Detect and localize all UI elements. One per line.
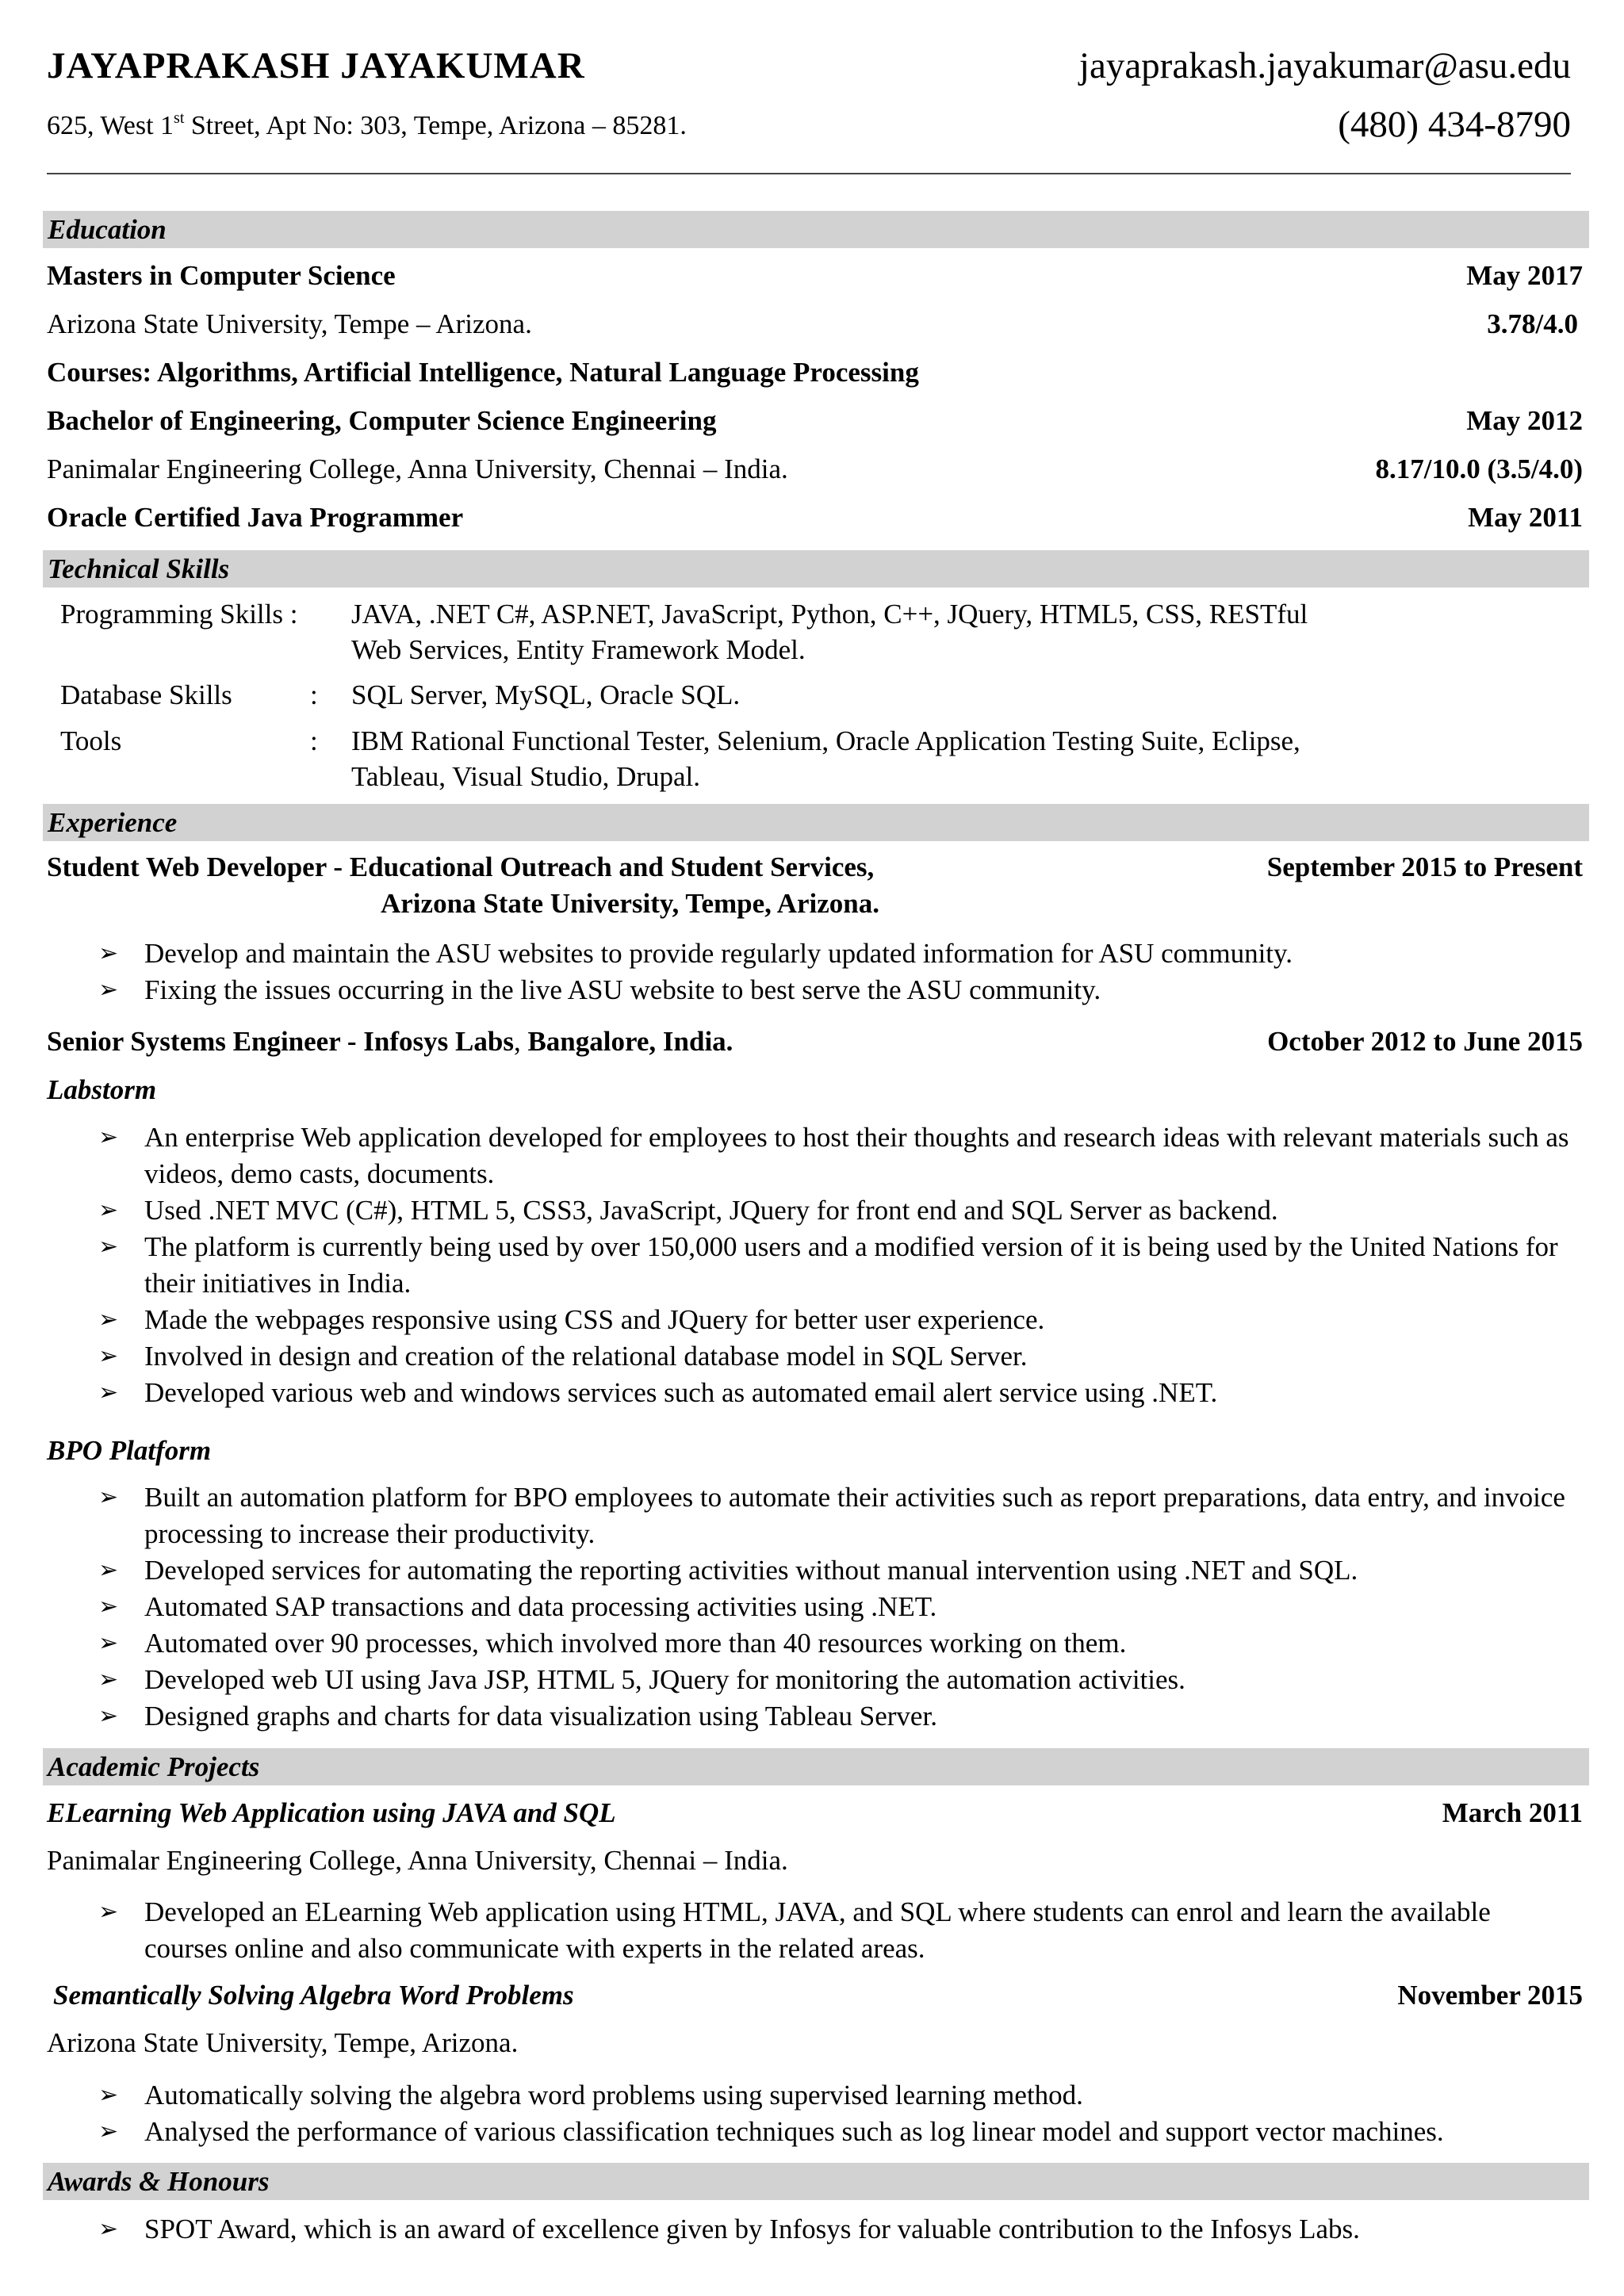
arrow-bullet-icon: ➢ bbox=[98, 1557, 119, 1583]
job1-employer-row bbox=[47, 888, 1583, 924]
list-item: ➢ Used .NET MVC (C#), HTML 5, CSS3, JavaScript, JQuery for front end and SQL Server as backend. bbox=[0, 1192, 1572, 1229]
section-title: Academic Projects bbox=[48, 1751, 260, 1782]
courses: Courses: Algorithms, Artificial Intelligence, Natural Language Processing bbox=[47, 357, 919, 388]
job2-title: Senior Systems Engineer - Infosys Labs, Bangalore, India. bbox=[47, 1026, 733, 1057]
education-row-cert bbox=[47, 502, 1583, 538]
awards-bullets bbox=[0, 2211, 1624, 2248]
education-row-be bbox=[47, 405, 1583, 442]
project2-title: Semantically Solving Algebra Word Problems bbox=[53, 1980, 574, 2011]
education-row-be-school bbox=[47, 453, 1583, 490]
list-item: ➢ Fixing the issues occurring in the live ASU website to best serve the ASU community. bbox=[0, 972, 1572, 1008]
arrow-bullet-icon: ➢ bbox=[98, 977, 119, 1003]
arrow-bullet-icon: ➢ bbox=[98, 1234, 119, 1260]
education-row-ms bbox=[47, 260, 1583, 297]
project2-school-row bbox=[47, 2027, 1583, 2064]
address-part-1: 625, West 1 bbox=[47, 111, 174, 140]
list-item: ➢ The platform is currently being used by over 150,000 users and a modified version of it is being used by the United Nations for their initiatives in India. bbox=[0, 1229, 1572, 1302]
email-address: jayaprakash.jayakumar@asu.edu bbox=[1078, 45, 1571, 86]
candidate-name: JAYAPRAKASH JAYAKUMAR bbox=[47, 45, 585, 86]
job1-title: Student Web Developer - Educational Outreach and Student Services, bbox=[47, 851, 875, 882]
job2-header bbox=[47, 1026, 1583, 1062]
section-header-experience bbox=[43, 804, 1589, 841]
be-school: Panimalar Engineering College, Anna University, Chennai – India. bbox=[47, 453, 788, 484]
education-row-courses bbox=[47, 357, 1583, 393]
arrow-bullet-icon: ➢ bbox=[98, 1594, 119, 1620]
arrow-bullet-icon: ➢ bbox=[98, 1380, 119, 1406]
arrow-bullet-icon: ➢ bbox=[98, 1667, 119, 1693]
job1-date: September 2015 to Present bbox=[1266, 851, 1583, 882]
section-title: Education bbox=[48, 214, 167, 245]
phone-number: (480) 434-8790 bbox=[1338, 104, 1571, 145]
section-header-projects bbox=[43, 1748, 1589, 1785]
list-item: ➢ Involved in design and creation of the relational database model in SQL Server. bbox=[0, 1338, 1572, 1375]
project2-bullets bbox=[0, 2077, 1624, 2150]
arrow-bullet-icon: ➢ bbox=[98, 1343, 119, 1369]
list-item: ➢ Built an automation platform for BPO employees to automate their activities such as report preparations, data entry, and invoice processing to increase their productivity. bbox=[0, 1479, 1572, 1552]
list-item: ➢ Automatically solving the algebra word problems using supervised learning method. bbox=[0, 2077, 1572, 2114]
cert-date: May 2011 bbox=[1468, 502, 1583, 533]
project1-school: Panimalar Engineering College, Anna University, Chennai – India. bbox=[47, 1845, 788, 1876]
be-gpa: 8.17/10.0 (3.5/4.0) bbox=[1375, 453, 1583, 484]
section-header-awards bbox=[43, 2163, 1589, 2200]
project1-date: March 2011 bbox=[1442, 1797, 1583, 1828]
certification: Oracle Certified Java Programmer bbox=[47, 502, 464, 533]
list-item: ➢ Developed services for automating the reporting activities without manual intervention using .NET and SQL. bbox=[0, 1552, 1572, 1589]
be-date: May 2012 bbox=[1466, 405, 1583, 436]
arrow-bullet-icon: ➢ bbox=[98, 1630, 119, 1656]
section-title: Technical Skills bbox=[48, 553, 230, 584]
skill-colon: : bbox=[310, 725, 318, 756]
project1-school-row bbox=[47, 1845, 1583, 1881]
arrow-bullet-icon: ➢ bbox=[98, 1124, 119, 1150]
header-divider bbox=[47, 173, 1571, 174]
be-degree: Bachelor of Engineering, Computer Science Engineering bbox=[47, 405, 717, 436]
address-part-2: Street, Apt No: 303, Tempe, Arizona – 85281. bbox=[184, 111, 687, 140]
project-labstorm-title: Labstorm bbox=[47, 1074, 157, 1105]
arrow-bullet-icon: ➢ bbox=[98, 1484, 119, 1510]
list-item: ➢ Analysed the performance of various classification techniques such as log linear model and support vector machines. bbox=[0, 2114, 1572, 2150]
project2-school: Arizona State University, Tempe, Arizona. bbox=[47, 2027, 519, 2058]
skill-colon: : bbox=[310, 679, 318, 710]
list-item: ➢ Made the webpages responsive using CSS and JQuery for better user experience. bbox=[0, 1302, 1572, 1338]
arrow-bullet-icon: ➢ bbox=[98, 1899, 119, 1925]
list-item: ➢ Automated SAP transactions and data processing activities using .NET. bbox=[0, 1589, 1572, 1625]
bpo-bullets bbox=[0, 1479, 1624, 1735]
project2-header bbox=[47, 1980, 1583, 2016]
skill-value-tools-2: Tableau, Visual Studio, Drupal. bbox=[351, 761, 701, 792]
ms-date: May 2017 bbox=[1466, 260, 1583, 291]
list-item: ➢ Developed various web and windows services such as automated email alert service using .NET. bbox=[0, 1375, 1572, 1411]
job1-employer: Arizona State University, Tempe, Arizona. bbox=[381, 888, 879, 919]
list-item: ➢ Developed web UI using Java JSP, HTML 5, JQuery for monitoring the automation activities. bbox=[0, 1662, 1572, 1698]
skill-value-programming-2: Web Services, Entity Framework Model. bbox=[351, 634, 806, 665]
arrow-bullet-icon: ➢ bbox=[98, 2216, 119, 2242]
section-title: Awards & Honours bbox=[48, 2166, 270, 2197]
section-title: Experience bbox=[48, 807, 178, 838]
arrow-bullet-icon: ➢ bbox=[98, 1307, 119, 1333]
skill-label-tools: Tools bbox=[60, 725, 122, 756]
job1-bullets bbox=[0, 936, 1624, 1008]
postal-address bbox=[47, 111, 687, 141]
labstorm-bullets bbox=[0, 1119, 1624, 1411]
project1-title: ELearning Web Application using JAVA and SQL bbox=[47, 1797, 616, 1828]
arrow-bullet-icon: ➢ bbox=[98, 940, 119, 966]
ms-gpa: 3.78/4.0 bbox=[1487, 308, 1578, 339]
job2-date: October 2012 to June 2015 bbox=[1267, 1026, 1583, 1057]
skill-label-programming: Programming Skills : bbox=[60, 599, 298, 629]
project1-bullets bbox=[0, 1894, 1624, 1967]
arrow-bullet-icon: ➢ bbox=[98, 2118, 119, 2145]
address-superscript: st bbox=[174, 109, 185, 127]
labstorm-heading-row bbox=[47, 1074, 1583, 1111]
list-item: ➢ Developed an ELearning Web application using HTML, JAVA, and SQL where students can enrol and learn the available courses online and also communicate with experts in the related areas. bbox=[0, 1894, 1572, 1967]
list-item: ➢ Automated over 90 processes, which involved more than 40 resources working on them. bbox=[0, 1625, 1572, 1662]
section-header-skills bbox=[43, 550, 1589, 587]
arrow-bullet-icon: ➢ bbox=[98, 1197, 119, 1223]
project1-header bbox=[47, 1797, 1583, 1834]
list-item: ➢ Designed graphs and charts for data visualization using Tableau Server. bbox=[0, 1698, 1572, 1735]
project-bpo-title: BPO Platform bbox=[47, 1435, 212, 1466]
bpo-heading-row bbox=[47, 1435, 1583, 1471]
ms-degree: Masters in Computer Science bbox=[47, 260, 396, 291]
list-item: ➢ Develop and maintain the ASU websites to provide regularly updated information for ASU community. bbox=[0, 936, 1572, 972]
project2-date: November 2015 bbox=[1397, 1980, 1583, 2011]
job1-header bbox=[47, 851, 1583, 888]
ms-school: Arizona State University, Tempe – Arizona. bbox=[47, 308, 532, 339]
skill-value-programming-1: JAVA, .NET C#, ASP.NET, JavaScript, Python, C++, JQuery, HTML5, CSS, RESTful bbox=[351, 599, 1308, 629]
list-item: ➢ An enterprise Web application developed for employees to host their thoughts and research ideas with relevant materials such as videos, demo casts, documents. bbox=[0, 1119, 1572, 1192]
arrow-bullet-icon: ➢ bbox=[98, 1703, 119, 1729]
skill-value-database: SQL Server, MySQL, Oracle SQL. bbox=[351, 679, 741, 710]
skill-value-tools-1: IBM Rational Functional Tester, Selenium, Oracle Application Testing Suite, Eclipse, bbox=[351, 725, 1300, 756]
education-row-ms-school bbox=[47, 308, 1583, 345]
section-header-education bbox=[43, 211, 1589, 248]
arrow-bullet-icon: ➢ bbox=[98, 2082, 119, 2108]
skill-label-database: Database Skills bbox=[60, 679, 232, 710]
list-item: ➢ SPOT Award, which is an award of excellence given by Infosys for valuable contribution to the Infosys Labs. bbox=[0, 2211, 1572, 2248]
